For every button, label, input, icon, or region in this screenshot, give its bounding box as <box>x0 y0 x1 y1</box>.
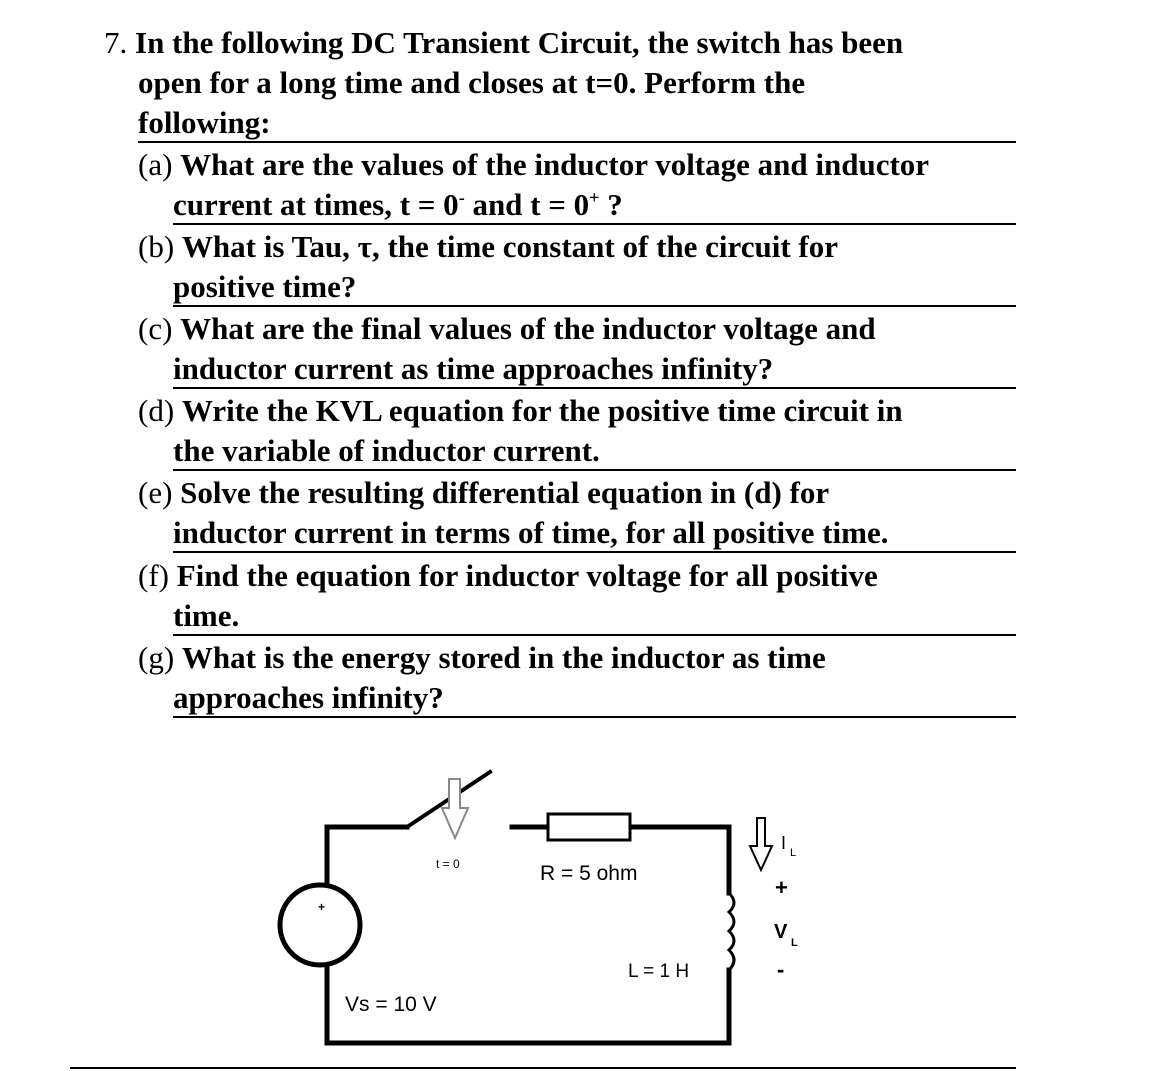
inductor <box>729 893 734 970</box>
current-subscript: L <box>790 847 797 859</box>
part-b-label: (b) <box>138 229 175 264</box>
current-label: I <box>781 833 787 853</box>
question-intro-2: open for a long time and closes at t=0. Perform the <box>138 65 806 100</box>
part-c-text-2: inductor current as time approaches infinity? <box>173 351 774 386</box>
part-b-text-1: What is Tau, τ, the time constant of the circuit for <box>181 229 838 264</box>
source-minus: - <box>318 954 323 970</box>
part-e-label: (e) <box>138 475 173 510</box>
switch-label: t = 0 <box>436 857 460 871</box>
part-a-label: (a) <box>138 147 173 182</box>
part-c-label: (c) <box>138 311 173 346</box>
part-a-text-2c: ? <box>599 187 623 222</box>
part-a-sup-plus: + <box>589 187 600 208</box>
part-f-text-2: time. <box>173 598 240 633</box>
resistor-label: R = 5 ohm <box>540 862 638 885</box>
question-intro-1: In the following DC Transient Circuit, the switch has been <box>135 25 904 60</box>
part-b-text-2: positive time? <box>173 269 357 304</box>
part-d-text-2: the variable of inductor current. <box>173 433 600 468</box>
part-a-sup-minus: - <box>458 187 465 208</box>
part-d-text-1: Write the KVL equation for the positive time circuit in <box>181 393 903 428</box>
source-plus: + <box>318 900 326 914</box>
source-label: Vs = 10 V <box>345 993 437 1016</box>
voltage-plus: + <box>775 875 788 900</box>
inductor-label: L = 1 H <box>628 961 690 982</box>
voltage-label: V <box>774 921 788 943</box>
part-f-label: (f) <box>138 558 169 593</box>
wire-top-left <box>327 827 407 886</box>
resistor <box>548 814 630 840</box>
voltage-minus: - <box>777 957 785 982</box>
part-d-label: (d) <box>138 393 175 428</box>
part-a-text-2a: current at times, t = 0 <box>173 187 459 222</box>
voltage-source <box>280 885 360 965</box>
part-g-text-2: approaches infinity? <box>173 680 444 715</box>
part-e-text-2: inductor current in terms of time, for all positive time. <box>173 515 889 550</box>
part-a-text-1: What are the values of the inductor voltage and inductor <box>180 147 930 182</box>
part-g-text-1: What is the energy stored in the inductor as time <box>181 640 826 675</box>
question-number: 7. <box>104 25 128 60</box>
part-a-text-2b: and t = 0 <box>464 187 590 222</box>
current-arrow-icon <box>750 818 772 870</box>
part-g-label: (g) <box>138 640 175 675</box>
part-e-text-1: Solve the resulting differential equation in (d) for <box>180 475 830 510</box>
bottom-rule <box>70 1067 1016 1069</box>
voltage-subscript: L <box>791 937 798 949</box>
question-intro-3: following: <box>138 105 271 140</box>
part-f-text-1: Find the equation for inductor voltage for all positive <box>176 558 878 593</box>
wire-top-right <box>630 827 729 893</box>
part-c-text-1: What are the final values of the inductor voltage and <box>180 311 876 346</box>
